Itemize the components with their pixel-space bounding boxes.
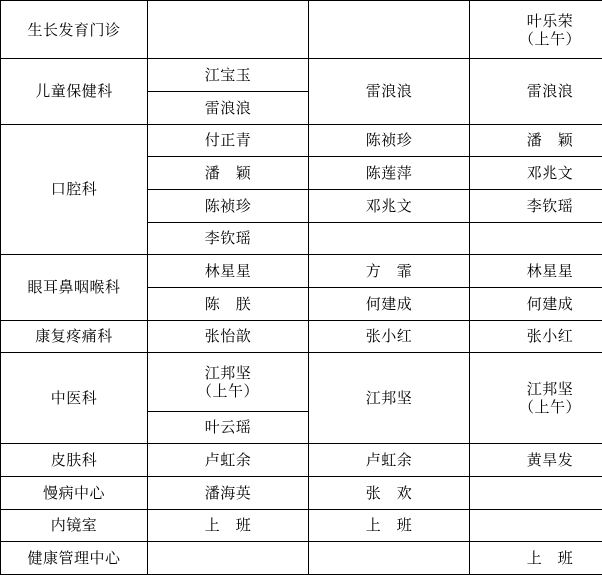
- cell-text: 中医科: [50, 389, 98, 408]
- cell-text: 康复疼痛科: [35, 327, 113, 346]
- department-cell: [1, 255, 148, 320]
- schedule-cell: [309, 476, 470, 509]
- schedule-cell: [470, 509, 602, 542]
- cell-text: 卢虹余: [365, 451, 413, 470]
- cell-text: 儿童保健科: [35, 82, 113, 101]
- schedule-cell: [309, 1, 470, 59]
- schedule-cell: [148, 255, 309, 288]
- schedule-cell: [148, 157, 309, 190]
- cell-text: （上午）: [518, 29, 581, 48]
- table-row: [1, 255, 602, 288]
- schedule-cell: [470, 189, 602, 222]
- schedule-cell: [470, 542, 602, 575]
- cell-text: 卢虹余: [204, 451, 252, 470]
- schedule-cell: [148, 1, 309, 59]
- cell-text: 上 班: [526, 549, 574, 568]
- schedule-cell: [470, 255, 602, 288]
- table-row: [1, 509, 602, 542]
- schedule-cell: [470, 287, 602, 320]
- schedule-cell: [148, 124, 309, 157]
- cell-text: 何建成: [526, 294, 574, 313]
- cell-text: 雷浪浪: [526, 82, 574, 101]
- schedule-cell: [470, 222, 602, 255]
- department-cell: [1, 444, 148, 477]
- cell-text: 叶云瑶: [204, 418, 252, 437]
- cell-text: 张怡歆: [204, 327, 252, 346]
- cell-text: （上午）: [196, 381, 259, 400]
- cell-text: 上 班: [365, 516, 413, 535]
- table-row: [1, 59, 602, 92]
- cell-text: 邓兆文: [526, 164, 574, 183]
- cell-text: 陈祯珍: [365, 131, 413, 150]
- schedule-cell: [309, 59, 470, 124]
- schedule-cell: [309, 124, 470, 157]
- schedule-cell: [309, 287, 470, 320]
- schedule-cell: [148, 353, 309, 411]
- cell-text: 上 班: [204, 516, 252, 535]
- table-row: [1, 320, 602, 353]
- schedule-table-body: [1, 1, 602, 575]
- cell-text: 江邦坚: [204, 363, 252, 382]
- schedule-cell: [309, 444, 470, 477]
- schedule-cell: [148, 320, 309, 353]
- table-row: [1, 444, 602, 477]
- cell-text: 江宝玉: [204, 66, 252, 85]
- cell-text: 李钦瑶: [204, 229, 252, 248]
- table-row: [1, 542, 602, 575]
- schedule-cell: [470, 59, 602, 124]
- cell-text: （上午）: [518, 398, 581, 417]
- schedule-cell: [148, 509, 309, 542]
- cell-text: 叶乐荣: [526, 11, 574, 30]
- schedule-cell: [148, 91, 309, 124]
- cell-text: 张 欢: [365, 483, 413, 502]
- cell-text: 潘海英: [204, 483, 252, 502]
- schedule-cell: [470, 444, 602, 477]
- cell-text: 慢病中心: [42, 483, 105, 502]
- cell-text: 陈 朕: [204, 294, 252, 313]
- cell-text: 雷浪浪: [204, 98, 252, 117]
- cell-text: 陈祯珍: [204, 196, 252, 215]
- schedule-cell: [309, 255, 470, 288]
- cell-text: 内镜室: [50, 516, 98, 535]
- schedule-cell: [470, 476, 602, 509]
- cell-text: 雷浪浪: [365, 82, 413, 101]
- department-cell: [1, 509, 148, 542]
- schedule-cell: [309, 542, 470, 575]
- schedule-cell: [148, 542, 309, 575]
- table-row: [1, 1, 602, 59]
- table-row: [1, 476, 602, 509]
- cell-text: 邓兆文: [365, 196, 413, 215]
- cell-text: 林星星: [204, 262, 252, 281]
- cell-text: 潘 颖: [526, 131, 574, 150]
- schedule-cell: [309, 189, 470, 222]
- cell-text: 方 霏: [365, 262, 413, 281]
- schedule-cell: [470, 353, 602, 444]
- schedule-cell: [148, 476, 309, 509]
- table-row: [1, 124, 602, 157]
- cell-text: 林星星: [526, 262, 574, 281]
- department-cell: [1, 1, 148, 59]
- schedule-cell: [470, 124, 602, 157]
- schedule-cell: [309, 222, 470, 255]
- cell-text: 口腔科: [50, 180, 98, 199]
- department-cell: [1, 353, 148, 444]
- cell-text: 张小红: [365, 327, 413, 346]
- department-cell: [1, 59, 148, 124]
- department-cell: [1, 476, 148, 509]
- cell-text: 黄旱发: [526, 451, 574, 470]
- schedule-cell: [148, 287, 309, 320]
- cell-text: 潘 颖: [204, 164, 252, 183]
- cell-text: 眼耳鼻咽喉科: [27, 278, 121, 297]
- schedule-cell: [470, 320, 602, 353]
- cell-text: 李钦瑶: [526, 196, 574, 215]
- schedule-cell: [148, 222, 309, 255]
- cell-text: 江邦坚: [526, 380, 574, 399]
- cell-text: 生长发育门诊: [27, 20, 121, 39]
- department-cell: [1, 124, 148, 255]
- cell-text: 何建成: [365, 294, 413, 313]
- schedule-cell: [309, 320, 470, 353]
- cell-text: 陈莲萍: [365, 164, 413, 183]
- schedule-cell: [148, 444, 309, 477]
- schedule-cell: [309, 509, 470, 542]
- cell-text: 江邦坚: [365, 389, 413, 408]
- department-cell: [1, 320, 148, 353]
- schedule-cell: [470, 1, 602, 59]
- table-row: [1, 353, 602, 411]
- schedule-cell: [309, 157, 470, 190]
- department-cell: [1, 542, 148, 575]
- cell-text: 张小红: [526, 327, 574, 346]
- cell-text: 健康管理中心: [27, 549, 121, 568]
- schedule-cell: [148, 59, 309, 92]
- cell-text: 皮肤科: [50, 451, 98, 470]
- cell-text: 付正青: [204, 131, 252, 150]
- schedule-cell: [148, 189, 309, 222]
- schedule-cell: [470, 157, 602, 190]
- schedule-cell: [309, 353, 470, 444]
- schedule-cell: [148, 411, 309, 444]
